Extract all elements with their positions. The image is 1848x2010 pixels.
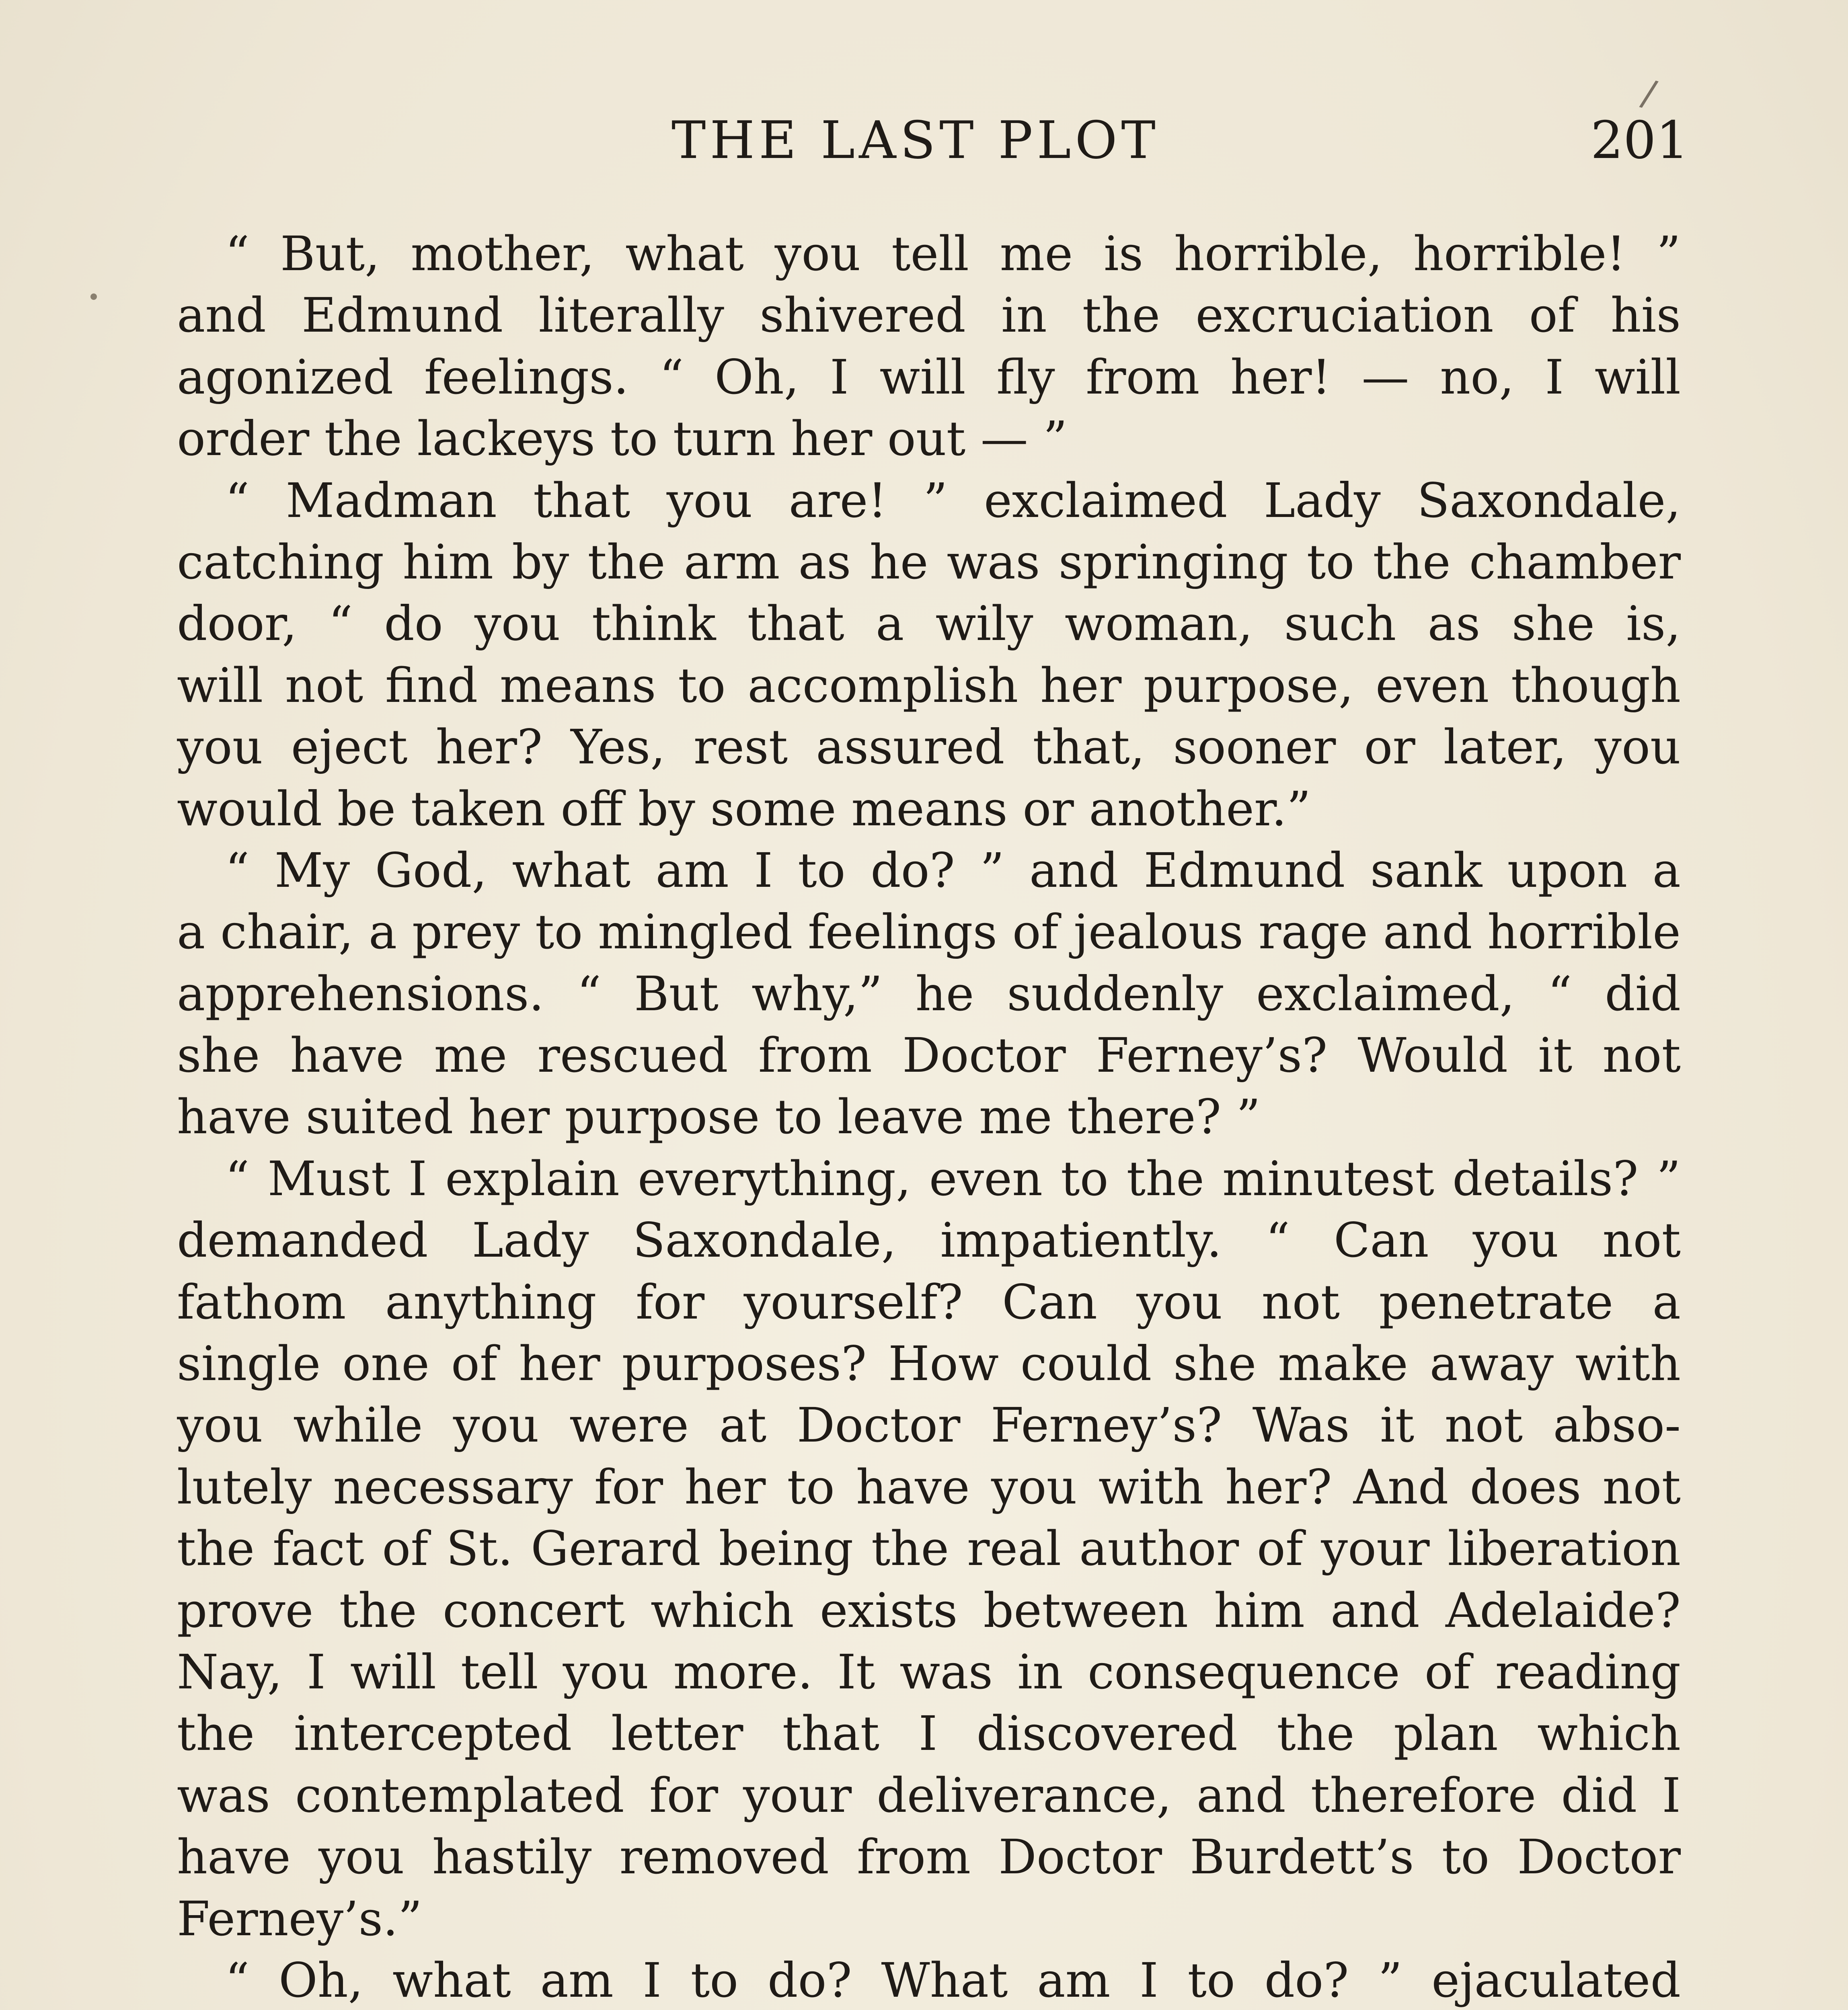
text-line: order the lackeys to turn her out — ” [177,411,1068,467]
body-text [177,223,1681,2010]
text-line: you while you were at Doctor Ferney’s? Was it not abso- [177,1397,1681,1453]
text-line: single one of her purposes? How could she make away with [177,1336,1681,1392]
text-line: would be taken off by some means or another.” [177,781,1311,837]
text-line: prove the concert which exists between him and Adelaide? [177,1582,1681,1638]
text-line: “ Oh, what am I to do? What am I to do? ” ejaculated [225,1952,1681,2008]
text-line: agonized feelings. “ Oh, I will fly from her! — no, I will [177,349,1681,405]
text-line: she have me rescued from Doctor Ferney’s? Would it not [177,1028,1681,1083]
margin-dot-icon [90,293,97,300]
text-line: the fact of St. Gerard being the real author of your liberation [177,1521,1681,1577]
page-number: 201 [1590,111,1689,170]
text-line: the intercepted letter that I discovered the plan which [177,1706,1681,1762]
text-line: have you hastily removed from Doctor Burdett’s to Doctor [177,1829,1681,1885]
text-line: “ Must I explain everything, even to the minutest details? ” [225,1151,1681,1206]
pencil-mark-icon: / [1637,71,1661,116]
text-line: “ But, mother, what you tell me is horrible, horrible! ” [225,226,1681,281]
text-line: apprehensions. “ But why,” he suddenly exclaimed, “ did [177,966,1681,1021]
text-line: Nay, I will tell you more. It was in consequence of reading [177,1644,1681,1700]
text-line: and Edmund literally shivered in the excruciation of his [177,287,1681,343]
text-line: lutely necessary for her to have you with her? And does not [177,1459,1681,1515]
text-line: will not find means to accomplish her purpose, even though [177,657,1681,713]
text-line: door, “ do you think that a wily woman, such as she is, [177,596,1681,652]
text-line: you eject her? Yes, rest assured that, sooner or later, you [177,719,1681,775]
text-line: demanded Lady Saxondale, impatiently. “ Can you not [177,1212,1681,1268]
text-line: fathom anything for yourself? Can you not penetrate a [177,1274,1681,1330]
running-title: THE LAST PLOT [671,111,1160,170]
text-line: have suited her purpose to leave me there? ” [177,1089,1261,1145]
text-line: catching him by the arm as he was springing to the chamber [177,534,1681,590]
text-line: “ My God, what am I to do? ” and Edmund sank upon a [225,842,1681,898]
text-line: Ferney’s.” [177,1891,423,1946]
text-line: “ Madman that you are! ” exclaimed Lady Saxondale, [225,472,1681,528]
text-line: a chair, a prey to mingled feelings of jealous rage and horrible [177,904,1681,960]
running-head [177,111,1689,171]
text-line: was contemplated for your deliverance, and therefore did I [177,1767,1681,1823]
